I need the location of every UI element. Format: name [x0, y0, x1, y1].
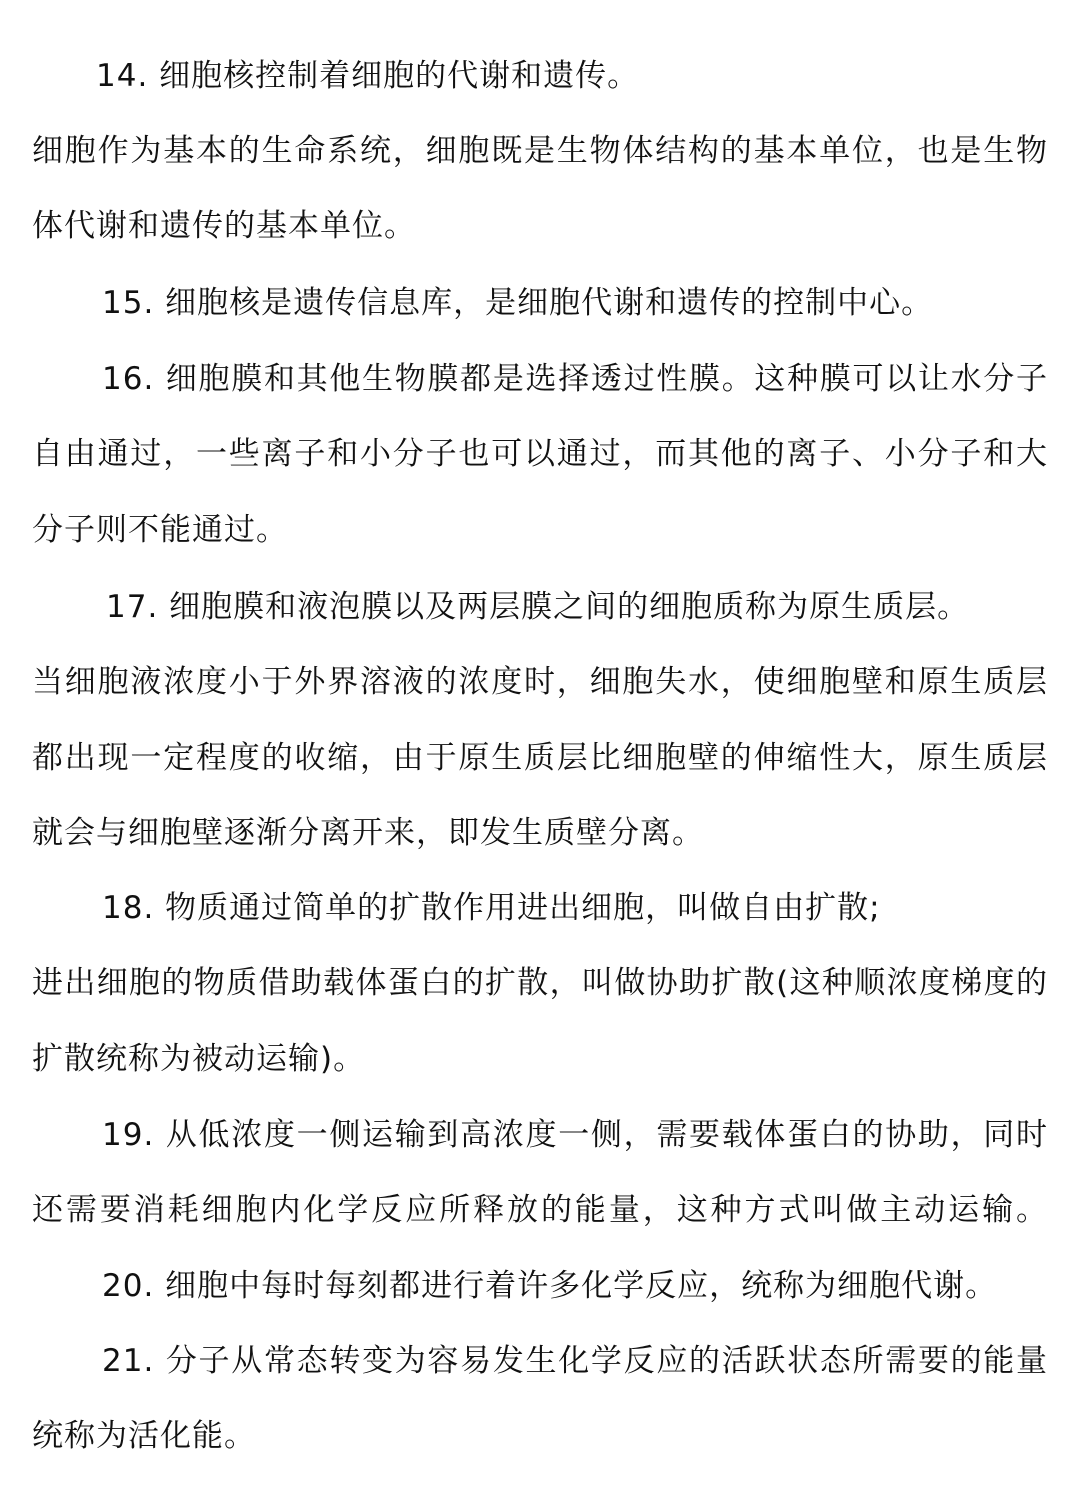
- text-line: 就会与细胞壁逐渐分离开来，即发生质壁分离。: [32, 815, 704, 851]
- text-line: 18. 物质通过简单的扩散作用进出细胞，叫做自由扩散;: [102, 890, 881, 926]
- text-line: 还需要消耗细胞内化学反应所释放的能量，这种方式叫做主动运输。: [32, 1192, 1048, 1228]
- text-line: 20. 细胞中每时每刻都进行着许多化学反应，统称为细胞代谢。: [102, 1268, 998, 1304]
- text-line: 19. 从低浓度一侧运输到高浓度一侧，需要载体蛋白的协助，同时: [102, 1117, 1048, 1153]
- text-line: 17. 细胞膜和液泡膜以及两层膜之间的细胞质称为原生质层。: [106, 589, 970, 625]
- text-line: 自由通过，一些离子和小分子也可以通过，而其他的离子、小分子和大: [32, 436, 1048, 472]
- text-line: 扩散统称为被动运输)。: [32, 1041, 366, 1077]
- text-line: 14. 细胞核控制着细胞的代谢和遗传。: [96, 58, 640, 94]
- text-line: 16. 细胞膜和其他生物膜都是选择透过性膜。这种膜可以让水分子: [102, 361, 1048, 397]
- text-line: 体代谢和遗传的基本单位。: [32, 208, 416, 244]
- text-line: 分子则不能通过。: [32, 512, 288, 548]
- text-line: 当细胞液浓度小于外界溶液的浓度时，细胞失水，使细胞壁和原生质层: [32, 664, 1048, 700]
- text-line: 细胞作为基本的生命系统，细胞既是生物体结构的基本单位，也是生物: [32, 133, 1048, 169]
- text-line: 统称为活化能。: [32, 1418, 256, 1454]
- text-line: 都出现一定程度的收缩，由于原生质层比细胞壁的伸缩性大，原生质层: [32, 740, 1048, 776]
- text-line: 21. 分子从常态转变为容易发生化学反应的活跃状态所需要的能量: [102, 1343, 1048, 1379]
- text-line: 15. 细胞核是遗传信息库，是细胞代谢和遗传的控制中心。: [102, 285, 934, 321]
- text-line: 进出细胞的物质借助载体蛋白的扩散，叫做协助扩散(这种顺浓度梯度的: [32, 965, 1048, 1001]
